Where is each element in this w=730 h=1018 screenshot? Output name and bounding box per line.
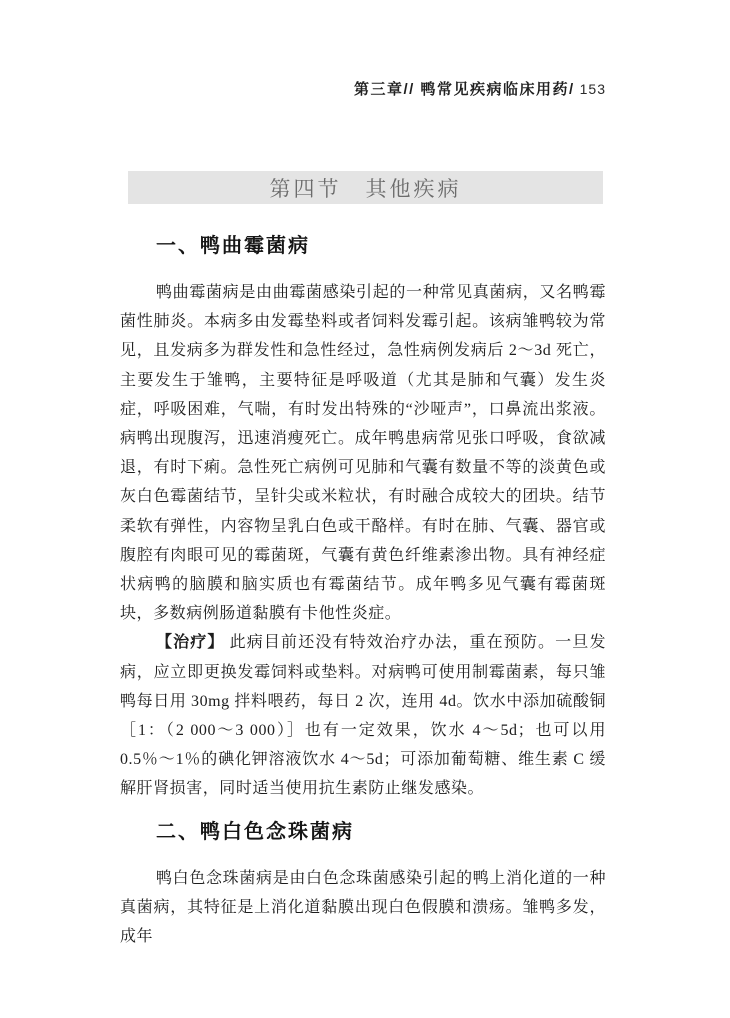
paragraph-aspergillosis-description: 鸭曲霉菌病是由曲霉菌感染引起的一种常见真菌病，又名鸭霉菌性肺炎。本病多由发霉垫料或者饲料发霉引起。该病雏鸭较为常见，且发病多为群发性和急性经过，急性病例发病后 2～3d 死亡，主要发生于雏鸭，主要特征是呼吸道（尤其是肺和气囊）发生炎症，呼吸困难，气喘，有时发出特殊的“沙哑声”，口鼻流出浆液。病鸭出现腹泻，迅速消瘦死亡。成年鸭患病常见张口呼吸，食欲减退，有时下痢。急性死亡病例可见肺和气囊有数量不等的淡黄色或灰白色霉菌结节，呈针尖或米粒状，有时融合成较大的团块。结节柔软有弹性，内容物呈乳白色或干酪样。有时在肺、气囊、器官或腹腔有肉眼可见的霉菌斑，气囊有黄色纤维素渗出物。具有神经症状病鸭的脑膜和脑实质也有霉菌结节。成年鸭多见气囊有霉菌斑块，多数病例肠道黏膜有卡他性炎症。	[120, 284, 606, 623]
section-banner	[128, 171, 603, 204]
page-content	[120, 233, 606, 951]
running-header	[120, 78, 612, 99]
paragraph-candidiasis-description: 鸭白色念珠菌病是由白色念珠菌感染引起的鸭上消化道的一种真菌病，其特征是上消化道黏膜出现白色假膜和溃疡。雏鸭多发，成年	[120, 869, 606, 946]
treatment-label: 【治疗】	[156, 634, 225, 652]
page-number: 153	[579, 81, 606, 97]
section-banner-title: 第四节 其他疾病	[269, 177, 462, 201]
treatment-text: 此病目前还没有特效治疗办法，重在预防。一旦发病，应立即更换发霉饲料或垫料。对病鸭可使用制霉菌素，每只雏鸭每日用 30mg 拌料喂药，每日 2 次，连用 4d。饮水中添加硫酸铜［1：（2 000～3 000）］也有一定效果，饮水 4～5d；也可以用 0.5％～1％的碘化钾溶液饮水 4～5d；可添加葡萄糖、维生素 C 缓解肝肾损害，同时适当使用抗生素防止继发感染。	[120, 634, 606, 798]
heading-duck-aspergillosis: 一、鸭曲霉菌病	[156, 235, 310, 257]
paragraph-treatment	[120, 628, 606, 803]
running-header-chapter: 第三章// 鸭常见疾病临床用药/	[353, 81, 575, 98]
heading-duck-candidiasis: 二、鸭白色念珠菌病	[156, 820, 354, 843]
